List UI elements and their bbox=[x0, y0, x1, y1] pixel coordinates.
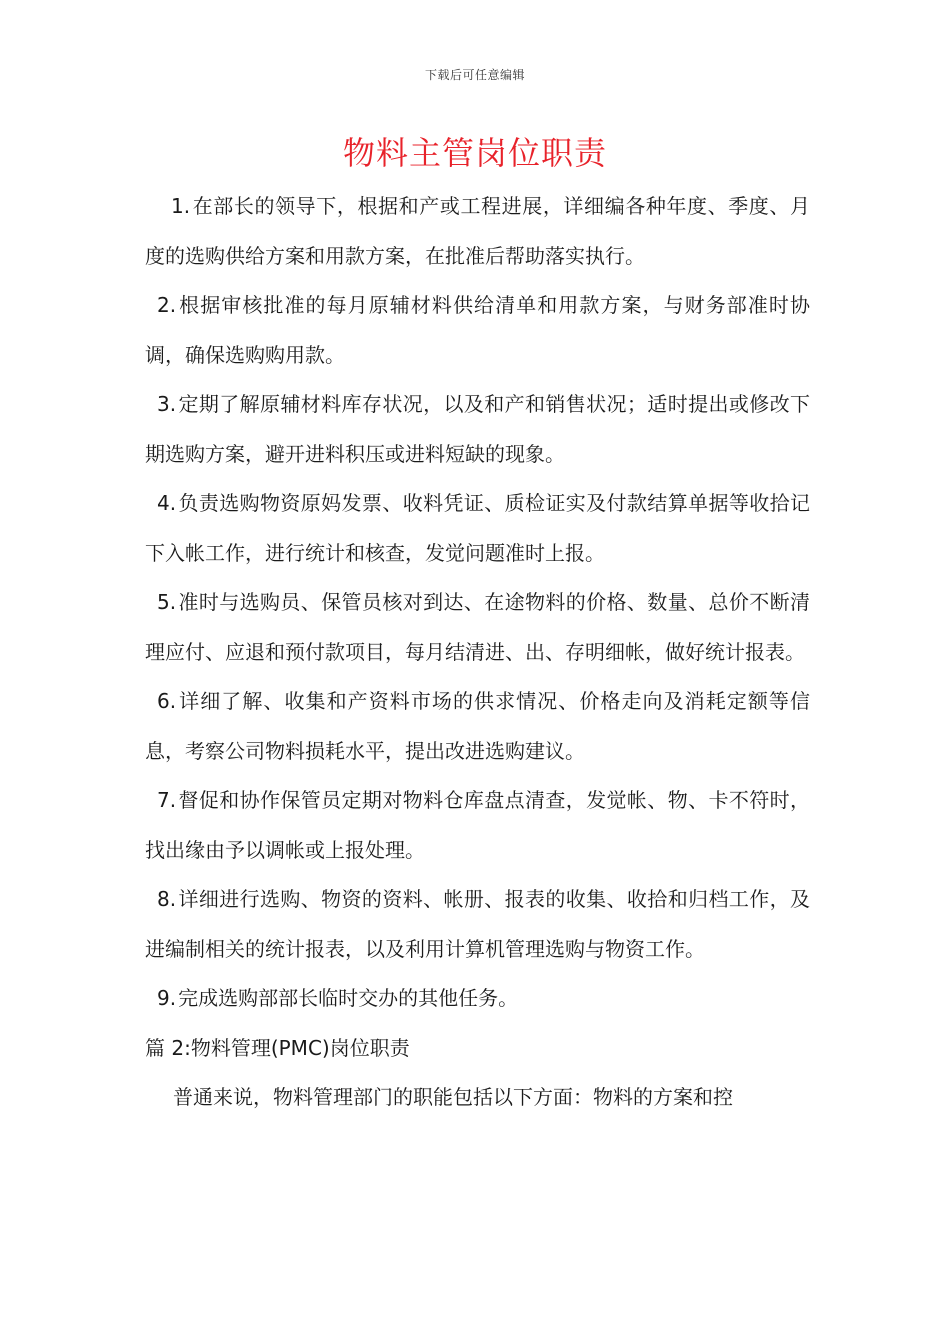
item-number: 4. bbox=[157, 491, 177, 515]
item-text: 详细了解、收集和产资料市场的供求情况、价格走向及消耗定额等信息，考察公司物料损耗水平，提出改进选购建议。 bbox=[145, 689, 810, 763]
item-number: 1. bbox=[171, 194, 191, 218]
item-number: 5. bbox=[157, 590, 177, 614]
duty-item-1 bbox=[145, 182, 810, 281]
item-number: 3. bbox=[157, 392, 177, 416]
duty-item-4 bbox=[145, 479, 810, 578]
section-2-intro: 普通来说，物料管理部门的职能包括以下方面：物料的方案和控 bbox=[173, 1085, 733, 1109]
item-number: 8. bbox=[157, 887, 177, 911]
duty-item-6 bbox=[145, 677, 810, 776]
duty-item-8 bbox=[145, 875, 810, 974]
duty-item-9 bbox=[145, 974, 810, 1024]
item-text: 督促和协作保管员定期对物料仓库盘点清查，发觉帐、物、卡不符时，找出缘由予以调帐或上报处理。 bbox=[145, 788, 810, 862]
item-number: 6. bbox=[157, 689, 177, 713]
document-title: 物料主管岗位职责 bbox=[342, 134, 607, 172]
item-text: 定期了解原辅材料库存状况，以及和产和销售状况；适时提出或修改下期选购方案，避开进料积压或进料短缺的现象。 bbox=[145, 392, 810, 466]
document-body bbox=[145, 182, 810, 1123]
item-number: 2. bbox=[157, 293, 177, 317]
item-text: 在部长的领导下，根据和产或工程进展，详细编各种年度、季度、月度的选购供给方案和用款方案，在批准后帮助落实执行。 bbox=[145, 194, 810, 268]
header-note: 下载后可任意编辑 bbox=[424, 68, 525, 82]
duty-item-7 bbox=[145, 776, 810, 875]
item-text: 负责选购物资原妈发票、收料凭证、质检证实及付款结算单据等收拾记下入帐工作，进行统计和核查，发觉问题准时上报。 bbox=[145, 491, 810, 565]
section-2-heading: 篇 2:物料管理(PMC)岗位职责 bbox=[145, 1035, 410, 1060]
item-text: 详细进行选购、物资的资料、帐册、报表的收集、收拾和归档工作，及进编制相关的统计报表，以及利用计算机管理选购与物资工作。 bbox=[145, 887, 810, 961]
duty-item-3 bbox=[145, 380, 810, 479]
item-text: 根据审核批准的每月原辅材料供给清单和用款方案，与财务部准时协调，确保选购购用款。 bbox=[145, 293, 810, 367]
duty-item-5 bbox=[145, 578, 810, 677]
item-number: 9. bbox=[157, 986, 177, 1010]
duty-item-2 bbox=[145, 281, 810, 380]
item-number: 7. bbox=[157, 788, 177, 812]
item-text: 完成选购部部长临时交办的其他任务。 bbox=[178, 986, 519, 1010]
item-text: 准时与选购员、保管员核对到达、在途物料的价格、数量、总价不断清理应付、应退和预付款项目，每月结清进、出、存明细帐，做好统计报表。 bbox=[145, 590, 810, 664]
